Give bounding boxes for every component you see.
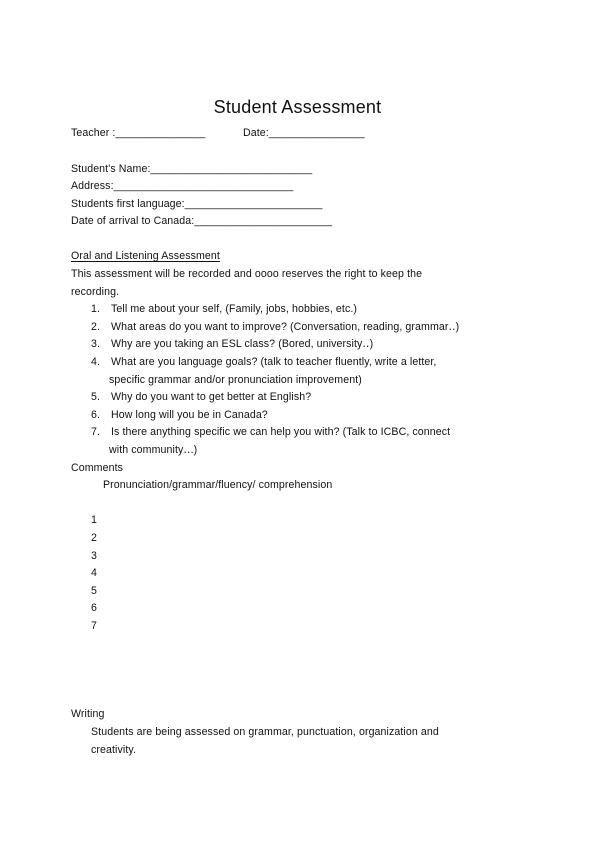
question-text-continued: specific grammar and/or pronunciation improvement) <box>109 374 362 386</box>
writing-description: creativity. <box>91 744 137 756</box>
question-number: 2. <box>91 321 101 333</box>
writing-description: Students are being assessed on grammar, punctuation, organization and <box>91 726 439 738</box>
question-text: Is there anything specific we can help you with? (Talk to ICBC, connect <box>111 426 451 438</box>
oral-intro-line: This assessment will be recorded and oooo reserves the right to keep the <box>71 268 423 280</box>
student-name-field: Student's Name:___________________________ <box>71 163 313 175</box>
oral-section-heading: Oral and Listening Assessment <box>71 250 220 262</box>
comment-number: 5 <box>91 585 97 597</box>
writing-section-heading: Writing <box>71 708 105 720</box>
question-number: 3. <box>91 338 101 350</box>
question-number: 6. <box>91 409 101 421</box>
question-number: 7. <box>91 426 101 438</box>
arrival-date-field: Date of arrival to Canada:_______________________ <box>71 215 333 227</box>
question-text-continued: with community‥.) <box>109 444 198 456</box>
question-number: 5. <box>91 391 101 403</box>
question-text: Tell me about your self, (Family, jobs, hobbies, etc.) <box>111 303 358 315</box>
date-field: Date:________________ <box>243 127 365 139</box>
oral-intro-line: recording. <box>71 286 120 298</box>
question-number: 4. <box>91 356 101 368</box>
question-text: Why do you want to get better at English? <box>111 391 312 403</box>
teacher-field: Teacher :_______________ <box>71 127 206 139</box>
question-text: What areas do you want to improve? (Conversation, reading, grammar‥) <box>111 321 460 333</box>
comment-number: 3 <box>91 550 97 562</box>
page-title: Student Assessment <box>213 97 382 117</box>
comments-label: Comments <box>71 462 124 474</box>
question-number: 1. <box>91 303 101 315</box>
address-field: Address:______________________________ <box>71 180 294 192</box>
comments-criteria: Pronunciation/grammar/fluency/ comprehension <box>103 479 333 491</box>
comment-number: 6 <box>91 602 97 614</box>
question-text: Why are you taking an ESL class? (Bored, university‥) <box>111 338 374 350</box>
question-text: What are you language goals? (talk to teacher fluently, write a letter, <box>111 356 437 368</box>
first-language-field: Students first language:_______________________ <box>71 198 323 210</box>
question-text: How long will you be in Canada? <box>111 409 268 421</box>
comment-number: 4 <box>91 567 97 579</box>
comment-number: 2 <box>91 532 97 544</box>
comment-number: 1 <box>91 514 97 526</box>
comment-number: 7 <box>91 620 97 632</box>
